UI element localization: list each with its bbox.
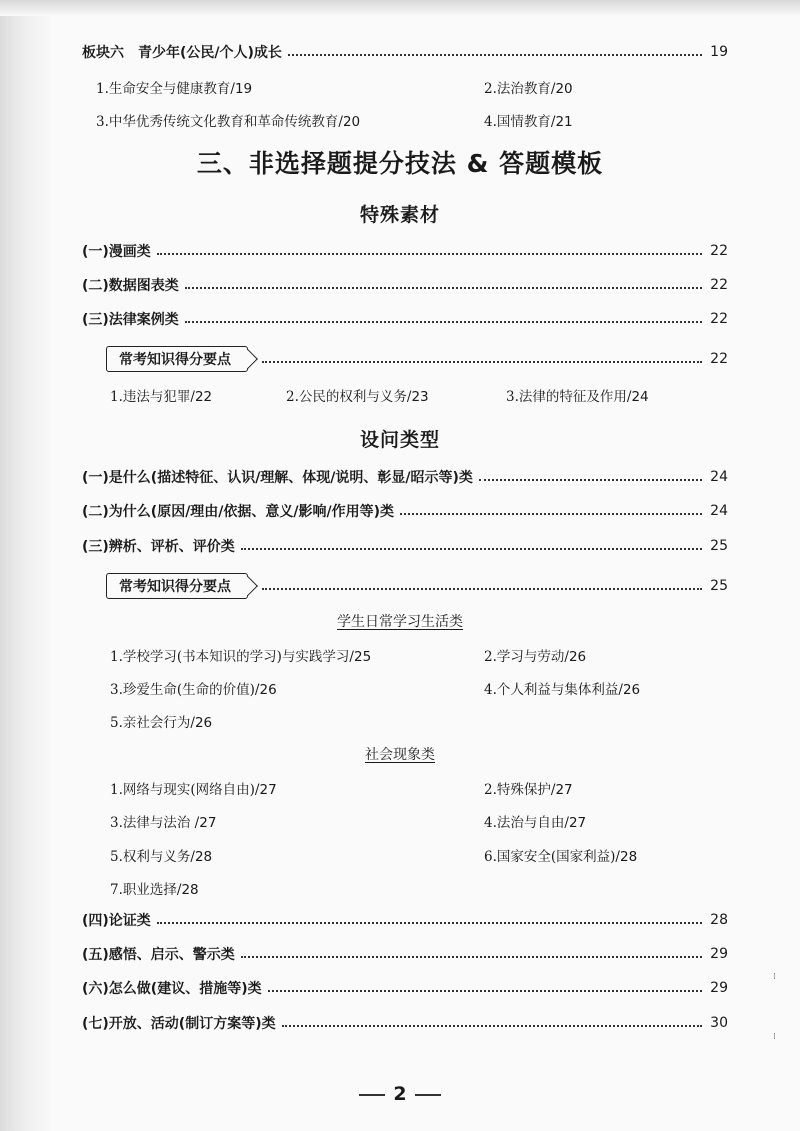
toc-entry-label: (一)是什么(描述特征、认识/理解、体现/说明、彰显/昭示等)类 bbox=[82, 470, 473, 486]
leader-dots bbox=[268, 980, 702, 992]
section-heading-question-types: 设问类型 bbox=[359, 429, 440, 451]
toc-entry-label: (二)数据图表类 bbox=[82, 278, 179, 294]
key-points-tag: 常考知识得分要点 bbox=[106, 573, 248, 599]
page-number: 2 bbox=[393, 1083, 407, 1105]
scan-edge-mark: ⁞ bbox=[773, 972, 776, 982]
toc-entry[interactable] bbox=[82, 942, 728, 966]
leader-dots bbox=[400, 503, 702, 515]
leader-dots bbox=[262, 351, 702, 363]
sub-item[interactable]: 1.学校学习(书本知识的学习)与实践学习/25 bbox=[110, 649, 372, 665]
toc-page-number: 25 bbox=[710, 538, 728, 554]
toc-entry-section6[interactable] bbox=[82, 40, 728, 64]
leader-dots bbox=[241, 538, 702, 550]
main-heading: 三、非选择题提分技法 & 答题模板 bbox=[196, 149, 604, 178]
sub-item[interactable]: 3.珍爱生命(生命的价值)/26 bbox=[110, 682, 277, 698]
leader-dots bbox=[479, 469, 702, 481]
key-points-tag: 常考知识得分要点 bbox=[106, 346, 248, 372]
toc-page-number: 29 bbox=[710, 980, 728, 996]
leader-dots bbox=[157, 912, 702, 924]
sub-item[interactable]: 5.亲社会行为/26 bbox=[110, 715, 213, 731]
toc-page-number: 29 bbox=[710, 946, 728, 962]
toc-page-number: 28 bbox=[710, 912, 728, 928]
toc-entry[interactable] bbox=[82, 307, 728, 331]
toc-entry-label: (三)辨析、评析、评价类 bbox=[82, 539, 235, 555]
group-title: 社会现象类 bbox=[365, 747, 435, 763]
toc-page-number: 19 bbox=[710, 44, 728, 60]
leader-dots bbox=[282, 1015, 702, 1027]
sub-item[interactable]: 1.网络与现实(网络自由)/27 bbox=[110, 782, 277, 798]
sub-item[interactable]: 4.国情教育/21 bbox=[484, 114, 573, 130]
sub-item[interactable]: 4.个人利益与集体利益/26 bbox=[484, 682, 641, 698]
sub-item[interactable]: 5.权利与义务/28 bbox=[110, 849, 213, 865]
sub-item[interactable]: 2.公民的权利与义务/23 bbox=[286, 389, 429, 405]
toc-entry-label: 板块六 青少年(公民/个人)成长 bbox=[82, 45, 282, 61]
sub-item[interactable]: 1.生命安全与健康教育/19 bbox=[96, 81, 253, 97]
sub-item[interactable]: 2.特殊保护/27 bbox=[484, 782, 573, 798]
footer-dash-right bbox=[415, 1094, 441, 1096]
leader-dots bbox=[185, 311, 702, 323]
toc-entry-label: (二)为什么(原因/理由/依据、意义/影响/作用等)类 bbox=[82, 504, 395, 520]
toc-page-number: 24 bbox=[710, 469, 728, 485]
leader-dots bbox=[157, 243, 702, 255]
scan-edge-mark: ⁞ bbox=[773, 1032, 776, 1042]
toc-page-number: 30 bbox=[710, 1015, 728, 1031]
group-title: 学生日常学习生活类 bbox=[337, 614, 463, 630]
toc-entry-label: (一)漫画类 bbox=[82, 244, 151, 260]
leader-dots bbox=[241, 946, 702, 958]
toc-entry-label: (五)感悟、启示、警示类 bbox=[82, 947, 235, 963]
toc-entry[interactable] bbox=[82, 1011, 728, 1035]
toc-page-number: 22 bbox=[710, 243, 728, 259]
toc-entry[interactable] bbox=[82, 499, 728, 523]
page-footer bbox=[0, 1083, 800, 1105]
sub-item[interactable]: 2.法治教育/20 bbox=[484, 81, 573, 97]
toc-page-number: 25 bbox=[710, 578, 728, 594]
sub-item[interactable]: 7.职业选择/28 bbox=[110, 882, 199, 898]
toc-entry[interactable] bbox=[82, 273, 728, 297]
key-points-entry[interactable] bbox=[106, 346, 728, 372]
sub-item[interactable]: 3.法律与法治 /27 bbox=[110, 815, 217, 831]
toc-entry[interactable] bbox=[82, 239, 728, 263]
section-heading-special-materials: 特殊素材 bbox=[359, 204, 440, 226]
sub-item[interactable]: 3.中华优秀传统文化教育和革命传统教育/20 bbox=[96, 114, 361, 130]
toc-page-number: 22 bbox=[710, 311, 728, 327]
leader-dots bbox=[288, 44, 702, 56]
toc-page-number: 24 bbox=[710, 503, 728, 519]
sub-item[interactable]: 1.违法与犯罪/22 bbox=[110, 389, 213, 405]
leader-dots bbox=[185, 277, 702, 289]
toc-page-number: 22 bbox=[710, 351, 728, 367]
toc-entry[interactable] bbox=[82, 976, 728, 1000]
sub-item[interactable]: 4.法治与自由/27 bbox=[484, 815, 587, 831]
sub-item[interactable]: 2.学习与劳动/26 bbox=[484, 649, 587, 665]
key-points-entry[interactable] bbox=[106, 573, 728, 599]
sub-item[interactable]: 6.国家安全(国家利益)/28 bbox=[484, 849, 638, 865]
sub-item[interactable]: 3.法律的特征及作用/24 bbox=[506, 389, 649, 405]
toc-entry-label: (三)法律案例类 bbox=[82, 312, 179, 328]
toc-entry-label: (六)怎么做(建议、措施等)类 bbox=[82, 981, 262, 997]
toc-entry-label: (四)论证类 bbox=[82, 913, 151, 929]
toc-entry-label: (七)开放、活动(制订方案等)类 bbox=[82, 1016, 276, 1032]
toc-entry[interactable] bbox=[82, 908, 728, 932]
toc-page-number: 22 bbox=[710, 277, 728, 293]
leader-dots bbox=[262, 578, 702, 590]
toc-entry[interactable] bbox=[82, 534, 728, 558]
footer-dash-left bbox=[359, 1094, 385, 1096]
toc-entry[interactable] bbox=[82, 465, 728, 489]
